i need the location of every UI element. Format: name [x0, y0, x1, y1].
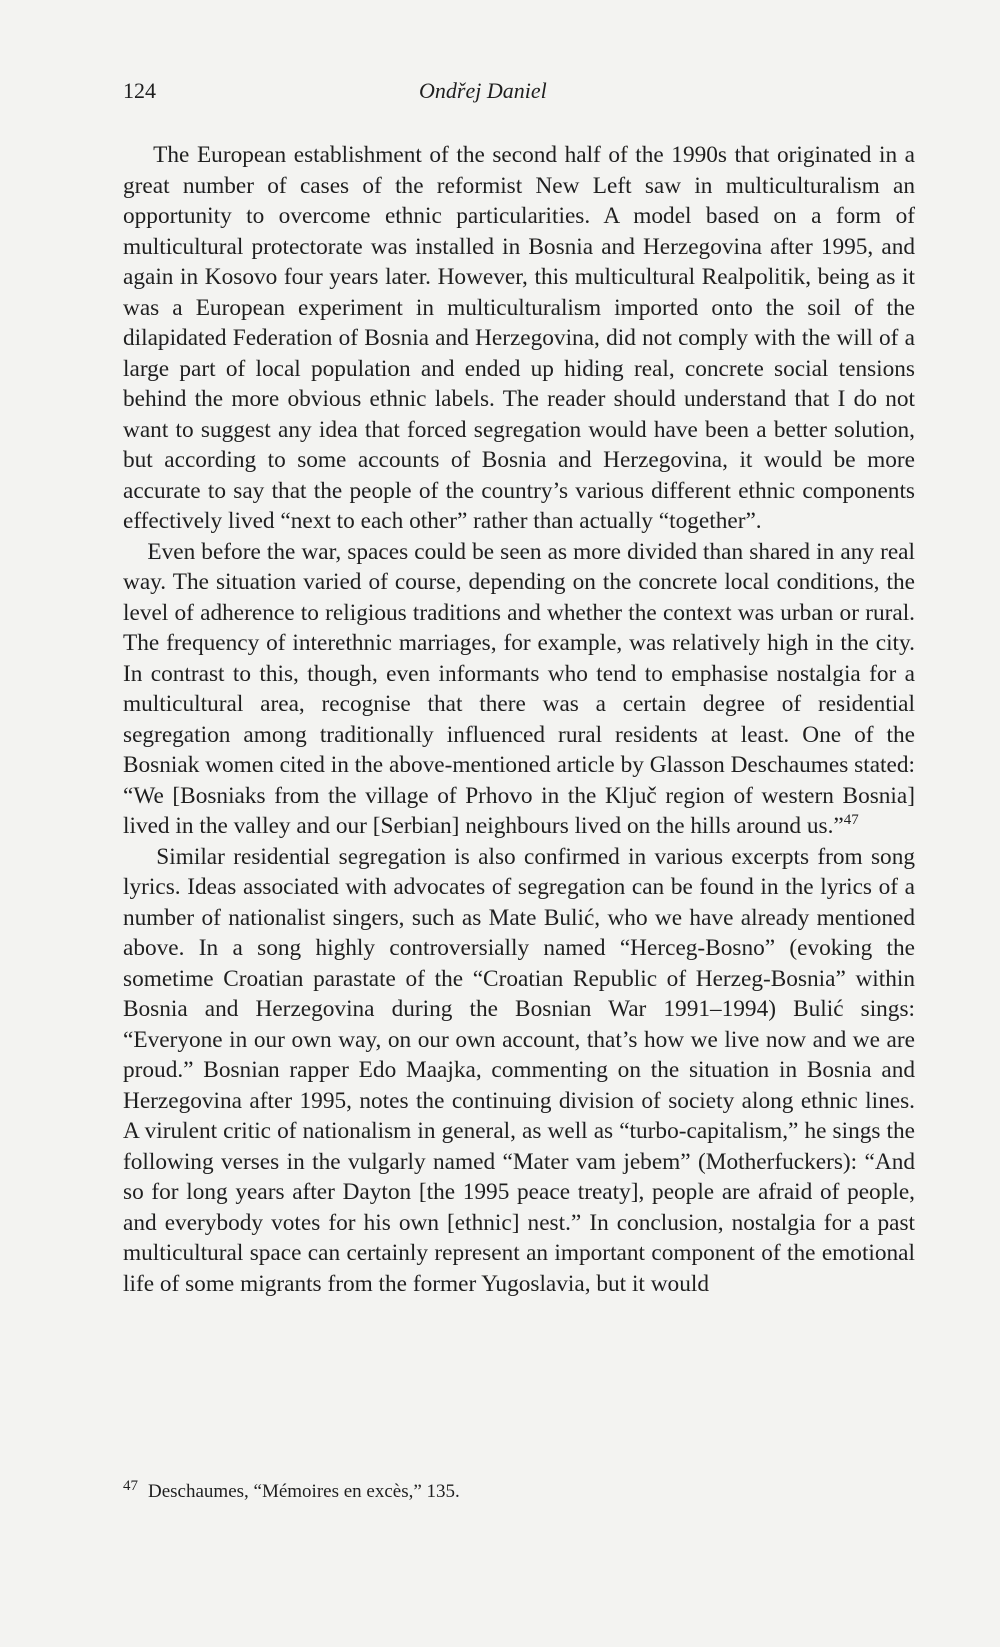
body-text — [123, 140, 915, 1299]
footnote-text: Deschaumes, “Mémoires en excès,” 135. — [148, 1481, 460, 1502]
footnote-reference[interactable]: 47 — [843, 812, 859, 829]
paragraph — [123, 537, 915, 842]
paragraph: The European establishment of the second half of the 1990s that originated in a great number of cases of the reformist New Left saw in multiculturalism an opportunity to overcome ethnic particularities. A model based on a form of multicultural protectorate was installed in Bosnia and Herzegovina after 1995, and again in Kosovo four years later. However, this multicultural Realpolitik, being as it was a European experiment in multiculturalism imported onto the soil of the dilapidated Federation of Bosnia and Herzegovina, did not comply with the will of a large part of local population and ended up hiding real, concrete social tensions behind the more obvious ethnic labels. The reader should understand that I do not want to suggest any idea that forced segregation would have been a better solution, but according to some accounts of Bosnia and Herzegovina, it would be more accurate to say that the people of the country’s various different ethnic components effectively lived “next to each other” rather than actually “together”. — [123, 142, 915, 534]
footnote-number: 47 — [123, 1477, 138, 1494]
paragraph: Similar residential segregation is also confirmed in various excerpts from song lyrics. Ideas associated with advocates of segregation can be found in the lyrics of a number of nationalist singers, such as Mate Bulić, who we have already mentioned above. In a song highly controversially named “Herceg-Bosno” (evoking the sometime Croatian parastate of the “Croatian Republic of Herzeg-Bosnia” within Bosnia and Herzegovina during the Bosnian War 1991–1994) Bulić sings: “Everyone in our own way, on our own account, that’s how we live now and we are proud.” Bosnian rapper Edo Maajka, commenting on the situation in Bosnia and Herzegovina after 1995, notes the continuing division of society along ethnic lines. A virulent critic of nationalism in general, as well as “turbo-capitalism,” he sings the following verses in the vulgarly named “Mater vam jebem” (Motherfuckers): “And so for long years after Dayton [the 1995 peace treaty], people are afraid of people, and everybody votes for his own [ethnic] nest.” In conclusion, nostalgia for a past multicultural space can certainly represent an important component of the emotional life of some migrants from the former Yugoslavia, but it would — [123, 843, 915, 1297]
page-number: 124 — [123, 78, 156, 103]
footnote — [123, 1477, 915, 1504]
running-header — [123, 78, 913, 112]
paragraph-text: Even before the war, spaces could be seen as more divided than shared in any real way. The situation varied of course, depending on the concrete local conditions, the level of adherence to religious traditions and whether the context was urban or rural. The frequency of interethnic marriages, for example, was relatively high in the city. In contrast to this, though, even informants who tend to emphasise nostalgia for a multicultural area, recognise that there was a certain degree of residential segregation among traditionally influenced rural residents at least. One of the Bosniak women cited in the above-mentioned article by Glasson Deschaumes stated: “We [Bosniaks from the village of Prhovo in the Ključ region of western Bosnia] lived in the valley and our [Serbian] neighbours lived on the hills around us.” — [123, 538, 915, 839]
running-header-author: Ondřej Daniel — [419, 78, 547, 103]
